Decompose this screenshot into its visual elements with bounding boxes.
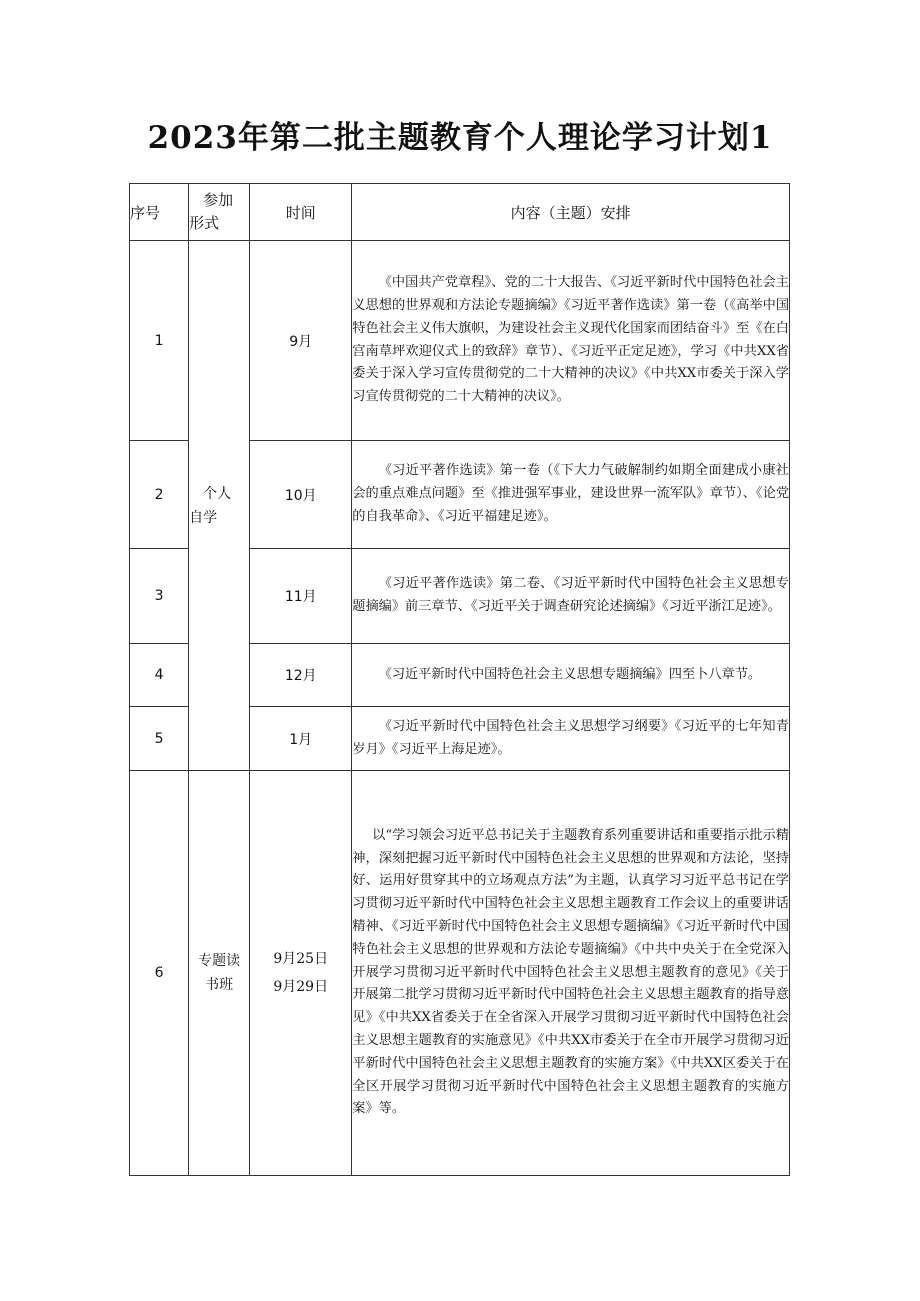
row-time: 9月 [250,241,352,441]
header-form-line1: 参加 [203,191,234,209]
table-header-row [130,184,790,241]
row-time: 1月 [250,707,352,771]
row-content: 《习近平著作选读》第二卷、《习近平新时代中国特色社会主义思想专题摘编》前三章节、《习近平关于调查研究论述摘编》《习近平浙江足迹》。 [352,549,790,644]
row-time: 11月 [250,549,352,644]
table-row [130,241,790,441]
header-form-line2: 形式 [189,214,220,232]
row-time [250,771,352,1176]
header-seq: 序号 [130,184,189,241]
row-seq: 6 [130,771,189,1176]
form-individual-line2: 自学 [189,509,218,526]
row-content: 《习近平新时代中国特色社会主义思想学习纲要》《习近平的七年知青岁月》《习近平上海足迹》。 [352,707,790,771]
row-seq: 5 [130,707,189,771]
row-seq: 4 [130,644,189,707]
form-class-line2: 书班 [205,977,234,993]
time-end: 9月29日 [273,979,329,995]
row-content: 以“学习领会习近平总书记关于主题教育系列重要讲话和重要指示批示精神，深刻把握习近平新时代中国特色社会主义思想的世界观和方法论，坚持好、运用好贯穿其中的立场观点方法”为主题，认真学习习近平总书记在学习贯彻习近平新时代中国特色社会主义思想主题教育工作会议上的重要讲话精神、《习近平新时代中国特色社会主义思想专题摘编》《习近平新时代中国特色社会主义思想的世界观和方法论专题摘编》《中共中央关于在全党深入开展学习贯彻习近平新时代中国特色社会主义思想主题教育的意见》《关于开展第二批学习贯彻习近平新时代中国特色社会主义思想主题教育的指导意见》《中共XX省委关于在全省深入开展学习贯彻习近平新时代中国特色社会主义思想主题教育的实施意见》《中共XX市委关于在全市开展学习贯彻习近平新时代中国特色社会主义思想主题教育的实施方案》《中共XX区委关于在全区开展学习贯彻习近平新时代中国特色社会主义思想主题教育的实施方案》等。 [352,771,790,1176]
header-content: 内容（主题）安排 [352,184,790,241]
row-seq: 3 [130,549,189,644]
header-form [189,184,250,241]
form-individual-line1: 个人 [203,485,232,502]
study-plan-table [129,183,790,1176]
page-title: 2023年第二批主题教育个人理论学习计划1 [147,120,773,156]
row-content: 《习近平新时代中国特色社会主义思想专题摘编》四至卜八章节。 [352,644,790,707]
row-content: 《中国共产党章程》、党的二十大报告、《习近平新时代中国特色社会主义思想的世界观和方法论专题摘编》《习近平著作选读》第一卷（《高举中国特色社会主义伟大旗帜，为建设社会主义现代化国家而团结奋斗》至《在白宫南草坪欢迎仪式上的致辞》章节）、《习近平正定足迹》，学习《中共XX省委关于深入学习宣传贯彻党的二十大精神的决议》《中共XX市委关于深入学习宣传贯彻党的二十大精神的决议》。 [352,241,790,441]
row-time: 12月 [250,644,352,707]
row-seq: 1 [130,241,189,441]
table-row [130,771,790,1176]
time-start: 9月25日 [273,951,329,967]
row-content: 《习近平著作选读》第一卷（《下大力气破解制约如期全面建成小康社会的重点难点问题》至《推进强军事业，建设世界一流军队》章节）、《论党的自我革命》、《习近平福建足迹》。 [352,441,790,549]
form-study-class [189,771,250,1176]
form-individual-study [189,241,250,771]
header-time: 时间 [250,184,352,241]
form-class-line1: 专题读 [198,953,241,969]
row-seq: 2 [130,441,189,549]
row-time: 10月 [250,441,352,549]
